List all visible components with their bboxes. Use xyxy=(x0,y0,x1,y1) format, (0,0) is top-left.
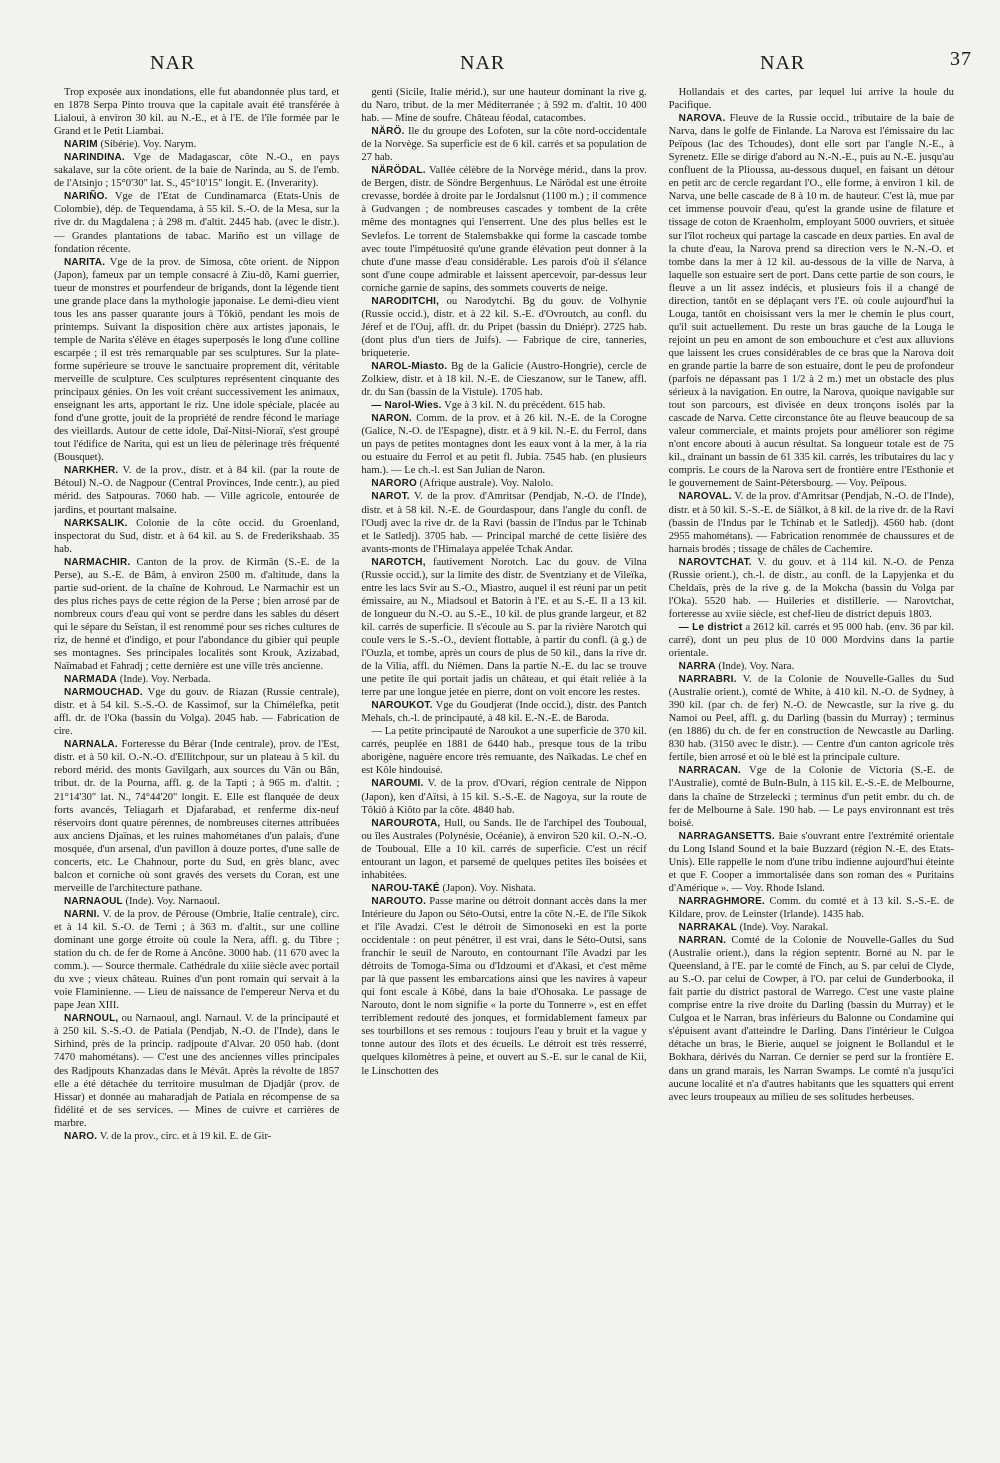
dictionary-entry xyxy=(669,112,954,490)
entry-text: fautivement Norotch. Lac du gouv. de Vilna (Russie occid.), sur la limite des distr. de Sventziany et de Vileïka, entre les lacs Svir au S.-O., Miastro, auquel il est réuni par un petit émissaire, au N., Miadsoul et Batorin à l'E. et au S.-E. Il a 13 kil. de longueur du N.-O. au S.-E., 10 kil. de plus grande largeur, et 82 kil. carrés de superficie. Il s'écoule au S. par la rivière Narotch qui coule vers le S.-S.-O., devient flottable, à partir du confl. (à g.) de l'Ouzla, et tombe, après un cours de plus de 50 kil., dans la rive dr. de la Vilia, affl. du Niémen. Dans la partie N.-E. du lac se trouve une petite île qui portait jadis un château, et qui était reliée à la terre par une longue jetée en pierre, dont on voit encore les restes. xyxy=(361,556,647,699)
entry-headword: NARRACAN. xyxy=(678,765,742,777)
entry-headword: NAROUKOT. xyxy=(371,700,433,712)
dictionary-entry xyxy=(54,895,339,908)
entry-text: — La petite principauté de Naroukot a une superficie de 370 kil. carrés, peuplée en 1881 de 6440 hab., presque tous de la tribu aborigène, naguère encore très remuante, des Naïkadas. Le chef en est Kôle hindouisé. xyxy=(361,726,647,777)
entry-text: Baie s'ouvrant entre l'extrémité orientale du Long Island Sound et la baie Buzzard (région N.-E. des Etats-Unis). Elle rappelle le nom d'une tribu indienne aujourd'hui éteinte et que F. Cooper a immortalisée dans son roman des « Puritains d'Amérique ». — Voy. Rhode Island. xyxy=(668,830,954,894)
dictionary-entry xyxy=(361,477,646,490)
entry-headword: NARRAN. xyxy=(678,935,727,947)
dictionary-entry xyxy=(669,895,954,921)
running-head-left: NAR xyxy=(150,52,196,74)
entry-headword: — Narol-Wies. xyxy=(371,400,442,412)
dictionary-entry xyxy=(54,908,339,1012)
entry-headword: NARNI. xyxy=(64,908,100,920)
entry-text: (Japon). Voy. Nishata. xyxy=(442,882,536,894)
column-right xyxy=(669,86,954,1426)
entry-headword: NAROVA. xyxy=(678,113,726,125)
entry-text: (Inde). Voy. Nara. xyxy=(718,661,795,673)
entry-text: ou Narodytchi. Bg du gouv. de Volhynie (Russie occid.), distr. et à 22 kil. S.-E. d'Ovroutch, au confl. du Jéref et de l'Ouj, affl. dr. du Pripet (bassin du Dniépr). 2725 hab. (dont plus d'un tiers de Juifs). — Fabrique de cire, tanneries, briqueterie. xyxy=(361,295,647,359)
entry-headword: NARRAKAL xyxy=(678,922,737,933)
dictionary-entry xyxy=(669,490,954,555)
entry-text: Passe marine ou détroit donnant accès dans la mer Intérieure du Japon ou Séto-Outsi, entre la côte N.-E. de l'île Sikok et l'île Avadzi. C'est le détroit de Simonoseki en est la porte occidentale : on peut pénétrer, il est vrai, dans le Séto-Outsi, sans franchir le seuil de Narouto, en contournant l'île Avadzi par les détroits de Tomoga-Sima ou d'Idzoumi et d'Akasi, et c'est même par là que passent les embarcations ainsi que les navires à vapeur qui font escale à Kôbé, dans la baie d'Ohosaka. Le passage de Narouto, dont le nom signifie « la porte du Tonnerre », est en effet terriblement redouté des jonques, et formidablement fameux par ses tourbillons et ses remous : toujours l'eau y bruit et la vague y tonne autour des îlots et des écueils. Le détroit est très resserré, quelques kilomètres à peine, et ouvert au S.-E. sur le canal de Kii, le Linschotten des xyxy=(361,895,647,1077)
entry-text: Colonie de la côte occid. du Groenland, inspectorat du Sud, distr. et à 64 kil. au S. de Frederikshaab. 35 hab. xyxy=(54,517,340,555)
entry-text: Vge de Madagascar, côte N.-O., en pays sakalave, sur la côte orient. de la baie de Narinda, au S. de l'emb. de l'Atsinjo ; 15°0'30" lat. S., 45°10'15" longit. E. (Inverarity). xyxy=(54,152,340,190)
dictionary-entry xyxy=(361,777,646,816)
dictionary-entry xyxy=(361,295,646,360)
entry-headword: NÄRÖ. xyxy=(371,126,405,138)
entry-text: V. de la prov. d'Ovari, région centrale de Nippon (Japon), ken d'Aïtsi, à 15 kil. S.-S.-E. de Nagoya, sur la route de Tôkiô à Kiôto par la côte. 4840 hab. xyxy=(361,778,647,816)
entry-headword: NARRA xyxy=(678,661,716,673)
entry-headword: NARRAGANSETTS. xyxy=(678,830,775,842)
entry-text: a 2612 kil. carrés et 95 000 hab. (env. 36 par kil. carré), dont un peu plus de 10 000 Mordvins dans la partie orientale. xyxy=(668,621,954,660)
dictionary-entry xyxy=(361,882,646,895)
dictionary-entry xyxy=(361,817,646,882)
dictionary-entry xyxy=(361,125,646,164)
entry-text: (Sibérie). Voy. Narym. xyxy=(100,139,197,151)
dictionary-entry xyxy=(669,934,954,1104)
dictionary-entry xyxy=(54,517,339,556)
dictionary-entry xyxy=(54,190,339,255)
dictionary-entry xyxy=(669,764,954,829)
entry-text: Vallée célèbre de la Norvège mérid., dans la prov. de Bergen, distr. de Söndre Bergenhuus. Le Närödal est une étroite crevasse, bordée à droite par le Jordalsnut (1100 m.) ; il commence à Gudvangen ; de nombreuses cascades y tombent de la crête même des montagnes qui l'enserrent. Une des plus belles est le Sevlefos. Le torrent de Stalemsbakke qui forme la cascade tombe avec toute l'impétuosité qu'une grande élévation peut donner à la chute d'une masse d'eau considérable. Les parois d'où il s'élance sont d'une coupe admirable et laissent apercevoir, par-dessus leur corniche garnie de sapins, des sommets couverts de neige. xyxy=(361,165,647,294)
dictionary-entry xyxy=(361,86,646,125)
entry-headword: NAROL-Miasto. xyxy=(371,360,448,372)
dictionary-entry xyxy=(361,164,646,294)
dictionary-entry xyxy=(361,490,646,555)
dictionary-entry xyxy=(54,686,339,738)
entry-headword: NARINDINA. xyxy=(64,152,125,164)
dictionary-entry xyxy=(669,556,954,621)
dictionary-entry xyxy=(669,621,954,660)
dictionary-entry xyxy=(361,556,646,700)
entry-headword: NARMACHIR. xyxy=(64,556,131,568)
entry-text: (Inde). Voy. Narnaoul. xyxy=(125,895,221,907)
entry-headword: NARMOUCHAD. xyxy=(64,687,143,699)
page-number: 37 xyxy=(950,48,972,70)
entry-text: Comm. du comté et à 13 kil. S.-S.-E. de Kildare, prov. de Leinster (Irlande). 1435 hab. xyxy=(668,895,954,920)
entry-text: Comm. de la prov. et à 26 kil. N.-E. de la Corogne (Galice, N.-O. de l'Espagne), distr. et à 9 kil. N.-E. du Ferrol, dans un pays de petites montagnes dont les eaux vont à la mer, à la ria ou estuaire du Ferrol et au petit fl. Jubia. 7545 hab. (en plusieurs ham.). — Le ch.-l. est San Julian de Naron. xyxy=(361,413,647,477)
entry-headword: NARNAOUL xyxy=(64,895,123,907)
entry-text: Vge de la Colonie de Victoria (S.-E. de l'Australie), comté de Buln-Buln, à 115 kil. E.-S.-E. de Melbourne, dans la chaîne de Strzelecki ; terminus d'un petit embr. du ch. de fer de Melbourne à Sale. 190 hab. — Le pays environnant est très boisé. xyxy=(668,765,954,829)
entry-headword: NÄRÖDAL. xyxy=(371,165,426,177)
dictionary-entry xyxy=(361,895,646,1078)
entry-text: Ile du groupe des Lofoten, sur la côte nord-occidentale de la Norvège. Sa superficie est de 6 kil. carrés et sa population de 27 hab. xyxy=(361,126,647,164)
entry-headword: NAROTCH, xyxy=(371,556,426,568)
entry-headword: NARRABRI. xyxy=(678,674,737,686)
entry-headword: NARNOUL, xyxy=(64,1013,119,1025)
entry-headword: NARKSALIK. xyxy=(64,517,128,529)
entry-headword: NARORO xyxy=(371,478,417,490)
entry-text: Hollandais et des cartes, par lequel lui arrive la houle du Pacifique. xyxy=(668,87,954,112)
dictionary-entry xyxy=(54,151,339,190)
entry-headword: NARITA. xyxy=(64,256,106,268)
entry-headword: NARO. xyxy=(64,1130,98,1142)
dictionary-entry xyxy=(361,412,646,477)
dictionary-entry xyxy=(361,360,646,399)
entry-headword: NAROVTCHAT. xyxy=(678,556,752,568)
entry-headword: NARIÑO. xyxy=(64,191,108,203)
entry-text: V. de la prov. d'Amritsar (Pendjab, N.-O. de l'Inde), distr. et à 58 kil. N.-E. de Gourdaspour, dans l'angle du confl. de l'Oudj avec la rive dr. de la Ravi (bassin de l'Indus par le Tchinab et le Satledj). 3705 hab. — Principal marché de cette lisière des avants-monts de l'Himalaya appelée Tchak Andar. xyxy=(361,491,647,555)
entry-text: V. de la prov. d'Amritsar (Pendjab, N.-O. de l'Inde), distr. et à 50 kil. S.-S.-E. de Siâlkot, à 8 kil. de la rive dr. de la Ravi (bassin de l'Indus par le Tchinab et le Satledj). 4560 hab. (dont 2955 mahométans). — Fabrication renommée de chaussures et de harnais brodés ; tissage de châles de Cachemire. xyxy=(668,491,954,555)
entry-text: Comté de la Colonie de Nouvelle-Galles du Sud (Australie orient.), dans la région septentr. Borné au N. par le Queensland, à l'E. par le comté de Finch, au S. par celui de Clyde, au S.-O. par celui de Cowper, à l'O. par celui de Gunderbooka, il fait partie du district pastoral de Warrego. C'est une vaste plaine comprise entre la rive droite du Darling (bassin du Murray) et le Culgoa et le Narran, bras inférieurs du Balonne ou Condamine qui s'épuisent avant d'atteindre le Darling. Dans l'intérieur le Culgoa détache un bras, le Bierie, auquel se joignent le Bollandul et le Bokhara, dérivés du Narran. Ce dernier se perd sur la frontière E. dans un grand marais, les Narran Swamps. Le comté n'a jusqu'ici aucune localité et n'a d'autres habitants que les squatters qui errent avec leurs troupeaux au milieu de ses solitudes herbeuses. xyxy=(668,935,954,1103)
entry-headword: — Le district xyxy=(678,621,743,633)
entry-text: ou Narnaoul, angl. Narnaul. V. de la principauté et à 250 kil. S.-S.-O. de Patiala (Pendjab, N.-O. de l'Inde), dans le Sirhind, près de la princip. radjpoute d'Alvar. 20 050 hab. (dont 7470 mahométans). — C'est une des anciennes villes principales des Radjpouts Khanzadas dans le Mévât. Après la révolte de 1857 elle a été détachée du territoire musulman de Djadjâr (prov. de Hissar) et donnée au maharadjah de Patiala en récompense de sa fidélité et de ses services. — Mines de cuivre et carrières de marbre. xyxy=(54,1013,340,1129)
entry-headword: NARON. xyxy=(371,413,412,425)
entry-text: Vge de l'Etat de Cundinamarca (Etats-Unis de Colombie), dép. de Tequendama, à 55 kil. S.-O. de la Mesa, sur la rive dr. du Magdalena ; à 298 m. d'altit. 2445 hab. (avec le distr.). — Grandes plantations de tabac. Mariño est un village de fondation récente. xyxy=(54,191,340,255)
dictionary-entry xyxy=(54,673,339,686)
dictionary-entry xyxy=(54,464,339,516)
dictionary-entry xyxy=(361,699,646,725)
column-left xyxy=(54,86,339,1426)
entry-text: Hull, ou Sands. Ile de l'archipel des Touboual, ou îles Australes (Polynésie, Océanie), à environ 520 kil. O.-N.-O. de Touboual. Elle a 10 kil. carrés de superficie. C'est un récif entourant un lagon, et parsemé de quelques petites îles boisées et inhabitées. xyxy=(361,817,647,881)
dictionary-entry xyxy=(54,86,339,138)
dictionary-entry xyxy=(361,725,646,777)
entry-headword: NAROUROTA, xyxy=(371,817,441,829)
entry-text: (Afrique australe). Voy. Nalolo. xyxy=(419,478,554,490)
dictionary-entry xyxy=(669,673,954,764)
entry-text: Vge du gouv. de Riazan (Russie centrale), distr. et à 54 kil. S.-S.-O. de Kassimof, sur la Chimélefka, petit affl. dr. de l'Oka (bassin du Volga). 2045 hab. — Fabrication de cire. xyxy=(54,687,340,738)
dictionary-entry xyxy=(54,138,339,151)
entry-text: genti (Sicile, Italie mérid.), sur une hauteur dominant la rive g. du Naro, tribut. de la mer Méditerranée ; à 592 m. d'altit. 10 400 hab. — Mine de soufre. Château féodal, catacombes. xyxy=(361,87,647,125)
entry-text: (Inde). Voy. Nerbada. xyxy=(119,674,211,686)
running-head-right: NAR xyxy=(760,52,806,74)
dictionary-entry xyxy=(669,830,954,895)
entry-text: V. de la prov., distr. et à 84 kil. (par la route de Bétoul) N.-O. de Nagpour (Central Provinces, Inde centr.), au pied mérid. des Satpouras. 7060 hab. — Ville agricole, entourée de jardins, et pourtant malsaine. xyxy=(54,465,340,516)
dictionary-entry xyxy=(54,256,339,465)
entry-headword: NAROUTO. xyxy=(371,895,427,907)
dictionary-entry xyxy=(669,921,954,934)
entry-text: V. du gouv. et à 114 kil. N.-O. de Penza (Russie orient.), ch.-l. de distr., au confl. de la Lapyjenka et du Cheldaïs, près de la rive g. de la Mokcha (bassin du Volga par l'Oka). 5520 hab. — Huileries et distillerie. — Narovtchat, forteresse au xviie siècle, est chef-lieu de district depuis 1803. xyxy=(668,556,954,620)
entry-text: (Inde). Voy. Narakal. xyxy=(739,922,829,933)
entry-headword: NARMADA xyxy=(64,674,118,686)
dictionary-entry xyxy=(54,1130,339,1143)
dictionary-entry xyxy=(54,1012,339,1129)
entry-headword: NAROT. xyxy=(371,491,410,503)
dictionary-entry xyxy=(669,660,954,673)
entry-text: Bg de la Galicie (Austro-Hongrie), cercle de Zolkiew, distr. et à 18 kil. N.-E. de Cieszanow, sur le Tanew, affl. dr. du San (bassin de la Vistule). 1705 hab. xyxy=(361,360,647,399)
dictionary-entry xyxy=(361,399,646,412)
entry-headword: NAROUMI. xyxy=(371,778,424,790)
entry-text: Forteresse du Bérar (Inde centrale), prov. de l'Est, distr. et à 50 kil. O.-N.-O. d'Ellitchpour, sur un plateau à 5 kil. du rebord mérid. des monts Gavilgarh, aux sources du Vân ou Bân, tribut. dr. de la Pourna, affl. g. de la Tapti ; à 965 m. d'altit. ; 21°14'30" lat. N., 74°44'20" longit. E. Elle est flanquée de deux forts avancés, Teliagarh et Djafarabad, et renferme dix-neuf réservoirs dont quatre pérennes, de nombreuses citernes attribuées aux anciens Djaïnas, et les ruines mahométanes d'un palais, d'une mosquée, d'un arsenal, d'un pavillon à douze portes, d'une salle de concerts, etc. Le Chahnour, porte du Sud, en grès blanc, avec balcon et corniche où sont gravés des versets du Coran, est une merveille de l'architecture pathane. xyxy=(54,739,340,894)
entry-headword: NARIM xyxy=(64,139,98,151)
entry-text: V. de la Colonie de Nouvelle-Galles du Sud (Australie orient.), comté de White, à 410 kil. N.-O. de Sydney, à 390 kil. (par ch. de fer) N.-O. de Newcastle, sur la rive g. du Namoi ou Peel, affl. g. du Darling (bassin du Murray) ; terminus (en 1886) du ch. de fer en construction de Newcastle au Darling. 830 hab. (3150 avec le distr.). — Centre d'un canton agricole très fertile, bien arrosé et où le blé est la principale culture. xyxy=(668,674,954,764)
entry-text: V. de la prov. de Pérouse (Ombrie, Italie centrale), circ. et à 14 kil. S.-O. de Terni ; à 363 m. d'altit., sur une colline dominant une gorge étroite où coule la Nera, affl. g. du Tibre ; station du ch. de fer de Rome à Ancône. 3000 hab. (11 670 avec la comm.). — Source thermale. Cathédrale du xiiie siècle avec portail du xve ; vieux château. Ruines d'un pont romain qui servait à la voie Flaminienne. — Lieu de naissance de l'empereur Nerva et du pape Jean XIII. xyxy=(54,908,340,1012)
entry-text: V. de la prov., circ. et à 19 kil. E. de Gir- xyxy=(99,1130,272,1142)
entry-text: Vge de la prov. de Simosa, côte orient. de Nippon (Japon), fameux par un temple consacré à Ziu-dô, Kami guerrier, tueur de monstres et pourfendeur de brigands, dont la légende tient une grande place dans la mythologie japonaise. Le demi-dieu vient tous les ans passer quarante jours à Tôkiô, pendant les mois de printemps. Suivant la disposition chère aux artistes japonais, le temple de Narita s'élève en étages superposés le long d'une colline escarpée ; il est très remarquable par ses sculptures. Sur la plate-forme supérieure se trouve le sanctuaire proprement dit, véritable merveille de sculpture. Ces sculptures représentent cinquante des principaux génies. On les voit créant successivement les animaux, enseignant les arts, apportant le riz. Une idole spéciale, placée au fond d'une grotte, jouit de la propriété de rendre fécond le mariage des vieillards. Autour de cette idole, Daï-Nitsi-Nioraï, s'est groupé tout l'édifice de Narita, qui est un lieu de pèlerinage très fréquenté (Bousquet). xyxy=(54,256,340,464)
entry-headword: NAROVAL. xyxy=(678,491,732,503)
dictionary-entry xyxy=(54,556,339,673)
entry-headword: NAROU-TAKÉ xyxy=(371,882,440,894)
running-head-center: NAR xyxy=(460,52,506,74)
entry-headword: NARNALA. xyxy=(64,739,118,751)
column-middle xyxy=(361,86,646,1426)
entry-headword: NARRAGHMORE. xyxy=(678,895,765,907)
entry-text: Trop exposée aux inondations, elle fut abandonnée plus tard, et en 1878 Serpa Pinto trouva que la capitale avait été transférée à Lialoui, à environ 30 kil. au N.-E., et à l'E. de l'île formée par le Grand et le Petit Liambai. xyxy=(54,87,340,138)
text-columns xyxy=(54,86,954,1426)
entry-text: Vge à 3 kil. N. du précédent. 615 hab. xyxy=(444,400,606,412)
entry-headword: NARKHER. xyxy=(64,465,119,477)
entry-text: Canton de la prov. de Kirmân (S.-E. de la Perse), au S.-E. de Bâm, à environ 2500 m. d'altitude, dans la partie sud-orient. de la chaîne de Kohroud. Le Narmachir est un des plus riches pays de cette région de la Perse ; bien arrosé par de nombreux cours d'eau qui vont se perdre dans les sables du désert qui le sépare du Seïstan, il est renommé pour ses riches cultures de riz, de henné et d'indigo, et pour l'abondance du gibier qui peuple ses montagnes. Ses principales localités sont Krouk, Azizabad, Naïmabad et Fahradj ; cette dernière est une ville très ancienne. xyxy=(54,556,340,673)
entry-headword: NARODITCHI, xyxy=(371,295,440,307)
dictionary-entry xyxy=(54,738,339,895)
entry-text: Vge du Goudjerat (Inde occid.), distr. des Pantch Mehals, ch.-l. de principauté, à 48 kil. E.-N.-E. de Baroda. xyxy=(361,700,647,725)
dictionary-entry xyxy=(669,86,954,112)
entry-text: Fleuve de la Russie occid., tributaire de la baie de Narva, dans le golfe de Finlande. La Narova est l'émissaire du lac Peïpous (lac des Tchoudes), dont elle sort par l'angle N.-E., à Syrenetz. Elle se dirige d'abord au N.-N.-E., puis au N.-E. jusqu'au confluent de la Plioussa, au-dessous duquel, en faisant un détour en petit arc de cercle regardant l'O., elle forme, à environ 1 kil. de Narva, une belle cascade de 8 à 10 m. de hauteur. C'est là, mue par cet immense pouvoir d'eau, qu'est la grande usine de filature et tissage de coton de Kraenholm, employant 5000 ouvriers, et située sur l'îlot rocheux qui partage la cascade en deux parties. En aval de la chute d'eau, la Narova prend sa direction vers le N.-N.-O. et tombe dans la mer à 12 kil. au-dessous de la ville de Narva, à laquelle son estuaire sert de port. Dans cette partie de son cours, le fleuve a un lit assez indécis, et plusieurs fois il a changé de direction, tantôt en se déplaçant vers l'E. où coule aujourd'hui la Louga, tantôt en choisissant vers la mer le chemin le plus court, qu'il suit actuellement. Du reste un bras gauche de la Louga le rejoint un peu en amont de son embouchure et c'est aux alluvions que laissent les crues considérables de ce bras que la Narova doit en grande partie la barre de son estuaire, dont le peu de profondeur (parfois ne dépassant pas 1 1/2 à 2 m.) met un obstacle des plus sérieux à la navigation. En outre, la Narova, quoique navigable sur tout son parcours, est divisée en deux tronçons isolés par la cascade de Narva. Cette circonstance ôte au fleuve beaucoup de sa valeur commerciale, et maints projets pour améliorer son régime n'ont encore abouti à aucun résultat. Sa longueur totale est de 75 kil., drainant un bassin de 61 335 kil. carrés, les tributaires du lac y compris. Le cours de la Narova sert de frontière entre l'Esthonie et le gouvernement de Saint-Pétersbourg. — Voy. Peïpous. xyxy=(668,113,954,490)
